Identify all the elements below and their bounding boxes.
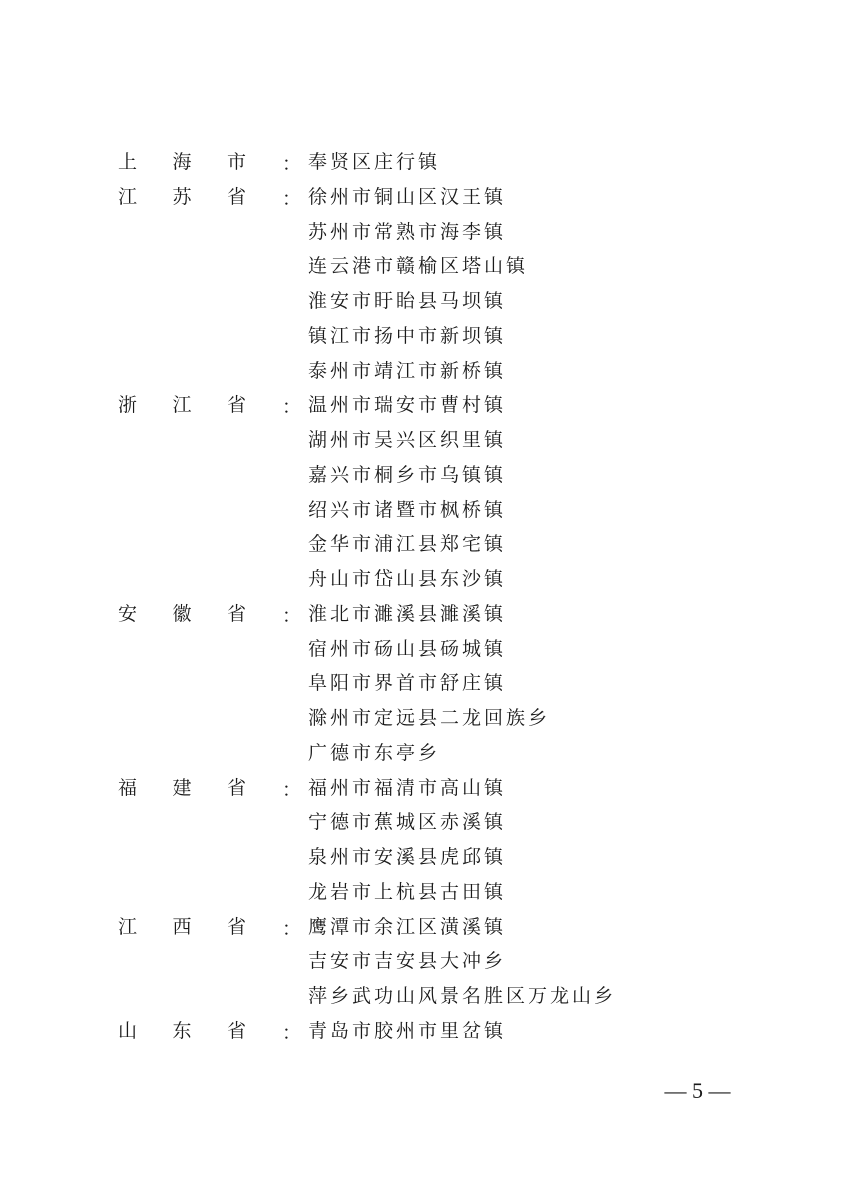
province-char: 建 xyxy=(172,776,192,799)
province-char: 省 xyxy=(226,602,246,625)
town-name: 青岛市胶州市里岔镇 xyxy=(308,1019,507,1042)
town-name: 龙岩市上杭县古田镇 xyxy=(308,880,507,903)
town-name: 宁德市蕉城区赤溪镇 xyxy=(308,811,507,834)
list-item xyxy=(0,458,848,493)
list-item xyxy=(0,493,848,528)
town-name: 泰州市靖江市新桥镇 xyxy=(308,359,507,382)
town-name: 徐州市铜山区汉王镇 xyxy=(308,185,507,208)
list-item xyxy=(0,840,848,875)
province-char: 省 xyxy=(226,1019,246,1042)
town-name: 绍兴市诸暨市枫桥镇 xyxy=(308,498,507,521)
town-name: 舟山市岱山县东沙镇 xyxy=(308,568,507,590)
colon-separator: ： xyxy=(282,604,302,627)
list-item xyxy=(0,910,848,945)
list-item xyxy=(0,597,848,632)
town-name: 苏州市常熟市海李镇 xyxy=(308,220,507,243)
province-char: 山 xyxy=(118,1019,138,1042)
list-item xyxy=(0,632,848,667)
town-name: 奉贤区庄行镇 xyxy=(308,151,441,173)
town-name: 湖州市吴兴区织里镇 xyxy=(308,429,507,451)
province-char: 徽 xyxy=(172,602,192,625)
colon-separator: ： xyxy=(282,917,302,940)
province-char: 西 xyxy=(172,915,192,938)
list-item xyxy=(0,354,848,389)
list-item xyxy=(0,666,848,701)
town-name: 广德市东亭乡 xyxy=(308,741,441,764)
list-item xyxy=(0,527,848,562)
list-item xyxy=(0,701,848,736)
list-item xyxy=(0,423,848,458)
province-char: 省 xyxy=(226,394,246,417)
province-char: 上 xyxy=(118,151,138,173)
list-item xyxy=(0,875,848,910)
province-label xyxy=(118,910,246,945)
town-name: 连云港市赣榆区塔山镇 xyxy=(308,255,529,278)
page-number: — 5 — xyxy=(664,1078,731,1103)
town-name: 滁州市定远县二龙回族乡 xyxy=(308,707,551,729)
colon-separator: ： xyxy=(282,778,302,801)
town-name: 阜阳市界首市舒庄镇 xyxy=(308,672,507,695)
town-name: 吉安市吉安县大冲乡 xyxy=(308,950,507,973)
colon-separator: ： xyxy=(282,153,302,175)
town-name: 温州市瑞安市曹村镇 xyxy=(308,394,507,417)
province-label xyxy=(118,180,246,215)
province-char: 省 xyxy=(226,915,246,938)
province-char: 东 xyxy=(172,1019,192,1042)
province-label xyxy=(118,1014,246,1049)
list-item xyxy=(0,944,848,979)
list-item xyxy=(0,736,848,771)
list-item xyxy=(0,180,848,215)
province-char: 苏 xyxy=(172,185,192,208)
province-label xyxy=(118,145,246,180)
colon-separator: ： xyxy=(282,187,302,210)
town-name: 淮安市盱眙县马坝镇 xyxy=(308,290,507,312)
town-name: 福州市福清市高山镇 xyxy=(308,776,507,799)
province-char: 福 xyxy=(118,776,138,799)
province-char: 海 xyxy=(172,151,192,173)
province-char: 江 xyxy=(118,915,138,938)
province-char: 市 xyxy=(226,151,246,173)
town-name: 金华市浦江县郑宅镇 xyxy=(308,533,507,556)
province-label xyxy=(118,597,246,632)
province-char: 江 xyxy=(172,394,192,417)
list-item xyxy=(0,388,848,423)
province-char: 浙 xyxy=(118,394,138,417)
province-label xyxy=(118,388,246,423)
town-name: 宿州市砀山县砀城镇 xyxy=(308,637,507,660)
list-item xyxy=(0,215,848,250)
town-name: 嘉兴市桐乡市乌镇镇 xyxy=(308,463,507,486)
province-char: 省 xyxy=(226,776,246,799)
town-name: 泉州市安溪县虎邱镇 xyxy=(308,846,507,868)
province-label xyxy=(118,771,246,806)
list-item xyxy=(0,249,848,284)
town-name: 鹰潭市余江区潢溪镇 xyxy=(308,915,507,938)
colon-separator: ： xyxy=(282,396,302,419)
list-item xyxy=(0,805,848,840)
list-item xyxy=(0,319,848,354)
list-item xyxy=(0,562,848,597)
list-item xyxy=(0,284,848,319)
list-item xyxy=(0,1014,848,1049)
list-item xyxy=(0,145,848,180)
list-item xyxy=(0,979,848,1014)
province-char: 安 xyxy=(118,602,138,625)
list-item xyxy=(0,771,848,806)
town-name: 淮北市濉溪县濉溪镇 xyxy=(308,602,507,625)
province-char: 江 xyxy=(118,185,138,208)
town-name: 萍乡武功山风景名胜区万龙山乡 xyxy=(308,985,617,1007)
town-name: 镇江市扬中市新坝镇 xyxy=(308,324,507,347)
town-list xyxy=(0,145,848,1049)
colon-separator: ： xyxy=(282,1021,302,1044)
province-char: 省 xyxy=(226,185,246,208)
